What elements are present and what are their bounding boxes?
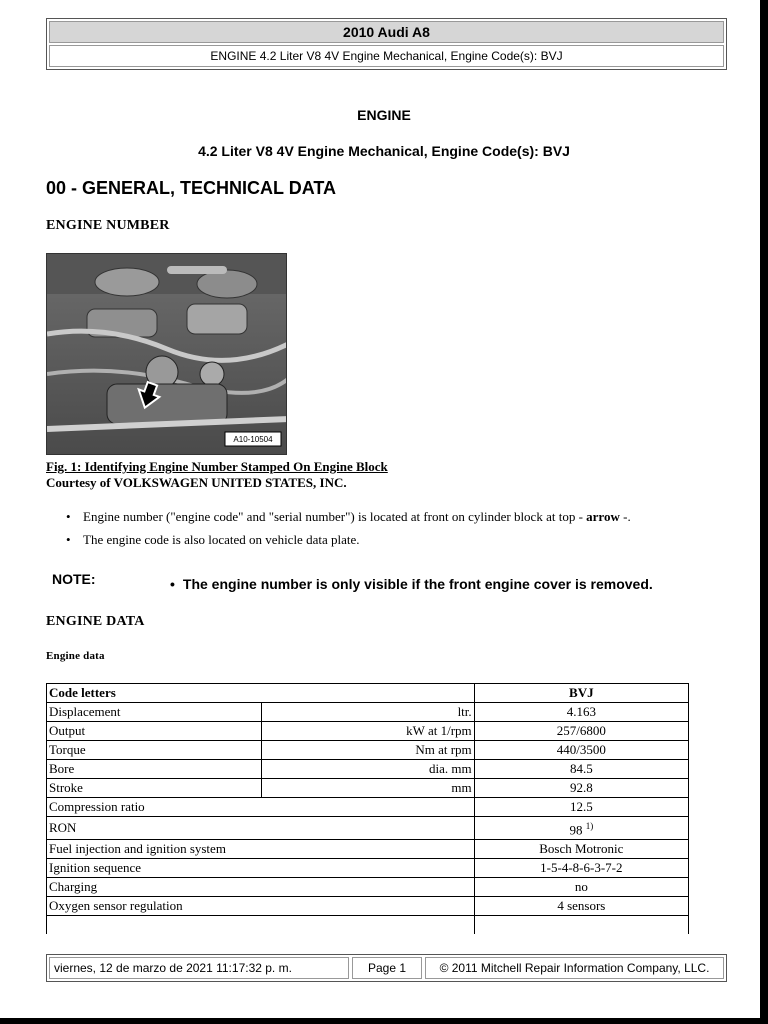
table-row [47, 741, 689, 760]
note-text [170, 576, 653, 592]
note-body: The engine number is only visible if the front engine cover is removed. [182, 576, 653, 592]
cell-unit: dia. mm [262, 760, 474, 779]
section-title: 00 - GENERAL, TECHNICAL DATA [46, 178, 337, 198]
table-row [47, 779, 689, 798]
cell-blank [47, 916, 475, 935]
cell-value: 1-5-4-8-6-3-7-2 [474, 859, 688, 878]
bullet-icon: • [66, 532, 71, 547]
engine-data-heading: ENGINE DATA [46, 614, 145, 629]
figure-courtesy: Courtesy of VOLKSWAGEN UNITED STATES, INC. [46, 475, 347, 490]
table-row [47, 878, 689, 897]
cell-unit: Nm at rpm [262, 741, 474, 760]
cell-value: no [474, 878, 688, 897]
cell-label: Compression ratio [47, 798, 475, 817]
bullet-bold-text: arrow [586, 509, 620, 524]
cell-label: Displacement [47, 703, 262, 722]
engine-data-table [46, 683, 689, 934]
cell-value: 440/3500 [474, 741, 688, 760]
cell-unit: ltr. [262, 703, 474, 722]
main-subheading: 4.2 Liter V8 4V Engine Mechanical, Engine Code(s): BVJ [198, 143, 570, 159]
table-row [47, 817, 689, 840]
engine-number-heading: ENGINE NUMBER [46, 218, 170, 233]
table-row [47, 798, 689, 817]
ron-footnote: 1) [585, 821, 594, 831]
document-header [46, 18, 727, 70]
cell-label: Oxygen sensor regulation [47, 897, 475, 916]
header-subtitle: ENGINE 4.2 Liter V8 4V Engine Mechanical, Engine Code(s): BVJ [49, 45, 724, 67]
bullet-text-end: -. [619, 509, 631, 524]
table-row [47, 840, 689, 859]
main-heading: ENGINE [357, 107, 411, 123]
table-row [47, 760, 689, 779]
figure-label: A10-10504 [233, 435, 273, 444]
bullet-text: Engine number ("engine code" and "serial number") is located at front on cylinder block at top - [83, 509, 587, 524]
bullet-list [66, 509, 631, 555]
table-row [47, 859, 689, 878]
footer-page-number: Page 1 [352, 957, 422, 979]
bullet-text: The engine code is also located on vehicle data plate. [83, 532, 360, 547]
list-item [66, 532, 631, 555]
cell-unit: mm [262, 779, 474, 798]
ron-value: 98 [569, 822, 583, 838]
table-caption: Engine data [46, 650, 105, 662]
header-cell-value: BVJ [474, 684, 688, 703]
document-footer [46, 954, 727, 982]
cell-label: Fuel injection and ignition system [47, 840, 475, 859]
header-cell-label: Code letters [47, 684, 475, 703]
footer-date: viernes, 12 de marzo de 2021 11:17:32 p. m. [49, 957, 349, 979]
bullet-icon: • [66, 509, 71, 524]
cell-value: 92.8 [474, 779, 688, 798]
cell-value: 12.5 [474, 798, 688, 817]
cell-value: 84.5 [474, 760, 688, 779]
list-item [66, 509, 631, 532]
cell-blank [474, 916, 688, 935]
cell-value: 4 sensors [474, 897, 688, 916]
footer-copyright: © 2011 Mitchell Repair Information Company, LLC. [425, 957, 724, 979]
cell-value: 4.163 [474, 703, 688, 722]
header-title: 2010 Audi A8 [49, 21, 724, 43]
cell-label: Torque [47, 741, 262, 760]
cell-label: Bore [47, 760, 262, 779]
table-row [47, 722, 689, 741]
engine-photo [46, 253, 287, 455]
cell-label: Charging [47, 878, 475, 897]
cell-label: RON [47, 817, 475, 840]
cell-label: Output [47, 722, 262, 741]
bullet-icon: • [170, 576, 175, 592]
cell-unit: kW at 1/rpm [262, 722, 474, 741]
table-row [47, 897, 689, 916]
cell-label: Stroke [47, 779, 262, 798]
cell-value-ron [474, 817, 688, 840]
cell-value: Bosch Motronic [474, 840, 688, 859]
cell-label: Ignition sequence [47, 859, 475, 878]
table-header-row [47, 684, 689, 703]
note-label: NOTE: [52, 571, 96, 587]
table-row-blank [47, 916, 689, 935]
figure-caption: Fig. 1: Identifying Engine Number Stamped On Engine Block [46, 459, 388, 474]
table-row [47, 703, 689, 722]
cell-value: 257/6800 [474, 722, 688, 741]
